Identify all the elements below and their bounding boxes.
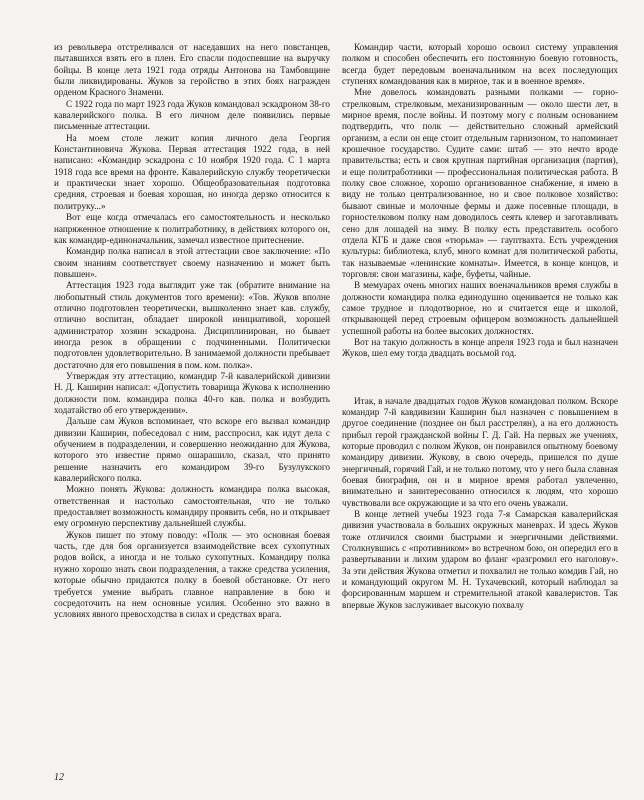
page-number: 12 — [54, 772, 64, 783]
paragraph: С 1922 года по март 1923 года Жуков командовал эскадроном 38-го кавалерийского полка. В его личном деле появились первые письменные аттестации. — [54, 98, 330, 132]
paragraph: Можно понять Жукова: должность командира полка высокая, ответственная и настолько самостоятельная, что не только предоставляет возможность командиру проявить себя, но и открывает ему огромную перспективу дальнейшей службы. — [54, 484, 330, 529]
paragraph: Итак, в начале двадцатых годов Жуков командовал полком. Вскоре командир 7-й кавдивизии Каширин был назначен с повышением в другое соединение (позднее он был расстрелян), а на его должность прибыл герой гражданской войны Г. Д. Гай. На первых же учениях, которые проводил с полком Жуков, он понравился опытному боевому командиру дивизии. Жукову, в свою очередь, пришелся по душе энергичный, горячий Гай, и не только потому, что у него была славная боевая биография, он и в мирное время работал увлеченно, внимательно и заинтересованно относился к людям, что хорошо чувствовали все окружающие и за что его очень уважали. — [342, 395, 618, 508]
paragraph: Вот еще когда отмечалась его самостоятельность и несколько напряженное отношение к политработнику, в действиях которого он, как командир-единоначальник, замечал известное притеснение. — [54, 212, 330, 245]
paragraph: В мемуарах очень многих наших военачальников время службы в должности командира полка единодушно оценивается не только как самое трудное и плодотворное, но и считается еще и школой, открывающей перед строевым офицером возможность дальнейшей успешной работы на более высоких должностях. — [342, 280, 618, 336]
paragraph: Мне довелось командовать разными полками — горно-стрелковым, стрелковым, механизированным — около шести лет, в мирное время, после войны. И поэтому могу с полным основанием подтвердить, что полк — действительно сложный армейский организм, а если он еще стоит отдельным гарнизоном, то напоминает крошечное государство. Судите сами: штаб — это нечто вроде правительства; есть и своя крупная партийная организация (партия), и еще политработники — профессиональная политическая работа. В полку свое сложное, хорошо организованное снабжение, я имею в виду не только централизованное, но и свое полковое хозяйство: бывают свиные и молочные фермы и даже посевные площади, в горностелковом полку нам доводилось сеять клевер и заготавливать сено для лошадей на зиму. В полку есть представитель особого отдела КГБ и даже своя «тюрьма» — гауптвахта. Есть учреждения культуры: библиотека, клуб, много комнат для политической работы, так называемые «ленинские комнаты». Имеется, в конце концов, и торговля: свои магазины, кафе, буфеты, чайные. — [342, 87, 618, 279]
left-column — [54, 42, 330, 621]
paragraph: Жуков пишет по этому поводу: «Полк — это основная боевая часть, где для боя организуется взаимодействие всех сухопутных родов войск, а иногда и не только сухопутных. Командиру полка нужно хорошо знать свои подразделения, а также средства усиления, которые обычно придаются полку в боевой обстановке. От него требуется умение выбрать главное направление в бою и сосредоточить на нем основные усилия. Особенно это важно в условиях явного превосходства в силах и средствах врага. — [54, 529, 330, 620]
paragraph: Утверждая эту аттестацию, командир 7-й кавалерийской дивизии Н. Д. Каширин написал: «Допустить товарища Жукова к исполнению должности пом. командира полка 40-го кав. полка и возбудить ходатайство об его утверждении». — [54, 370, 330, 415]
paragraph: Командир полка написал в этой аттестации свое заключение: «По своим знаниям соответствует своему назначению и может быть повышен». — [54, 246, 330, 279]
paragraph: На моем столе лежит копия личного дела Георгия Константиновича Жукова. Первая аттестация 1922 года, в ней написано: «Командир эскадрона с 10 ноября 1920 года. С 1 марта 1918 года все время на фронте. Кавалерийскую службу теоретически и практически знает хорошо. Общеобразовательная подготовка средняя, строевая и боевая хорошая, но иногда дерзко относится к политруку...» — [54, 132, 330, 211]
paragraph: Командир части, который хорошо освоил систему управления полком и способен обеспечить его постоянную боевую готовность, всегда будет передовым военачальником на всех последующих ступенях командования как в мирное, так и в военное время». — [342, 42, 618, 87]
paragraph: Дальше сам Жуков вспоминает, что вскоре его вызвал командир дивизии Каширин, побеседовал с ним, расспросил, как идут дела с обучением в подразделении, и совершенно неожиданно для Жукова, которого это известие прямо ошарашило, сказал, что принято решение назначить его командиром 39-го Бузулукского кавалерийского полка. — [54, 416, 330, 484]
paragraph: В конце летней учебы 1923 года 7-я Самарская кавалерийская дивизия участвовала в больших окружных маневрах. И здесь Жуков тоже отличился своими быстрыми и энергичными действиями. Столкнувшись с «противником» во встречном бою, он опередил его в развертывании и лихим ударом во фланг «разгромил его наголову». За эти действия Жукова отметил и похвалил не только комдив Гай, но и командующий округом М. Н. Тухачевский, который наблюдал за форсированным маршем и стремительной атакой кавалеристов. Так впервые Жуков заслуживает высокую похвалу — [342, 509, 618, 610]
paragraph: Аттестация 1923 года выглядит уже так (обратите внимание на любопытный стиль документов того времени): «Тов. Жуков вполне отлично подготовлен теоретически, вышколенно знает кав. службу, отлично воспитан, обладает широкой инициативой, хорошей администратор хозяин эскадрона. Дисциплинирован, но бывает иногда резок в обращении с подчиненными. Политически подготовлен удовлетворительно. В занимаемой должности пребывает достаточно для его повышения в пом. ком. полка». — [54, 280, 330, 370]
section-break — [342, 360, 618, 396]
paragraph: из револьвера отстреливался от наседавших на него повстанцев, пытавшихся взять его в плен. Его спасли подоспевшие на выручку бойцы. В конце лета 1921 года отряды Антонова на Тамбовщине были ликвидированы. Жуков за геройство в этих боях награжден орденом Красного Знамени. — [54, 42, 330, 98]
paragraph: Вот на такую должность в конце апреля 1923 года и был назначен Жуков, шел ему тогда двадцать восьмой год. — [342, 336, 618, 359]
right-column — [342, 42, 618, 611]
